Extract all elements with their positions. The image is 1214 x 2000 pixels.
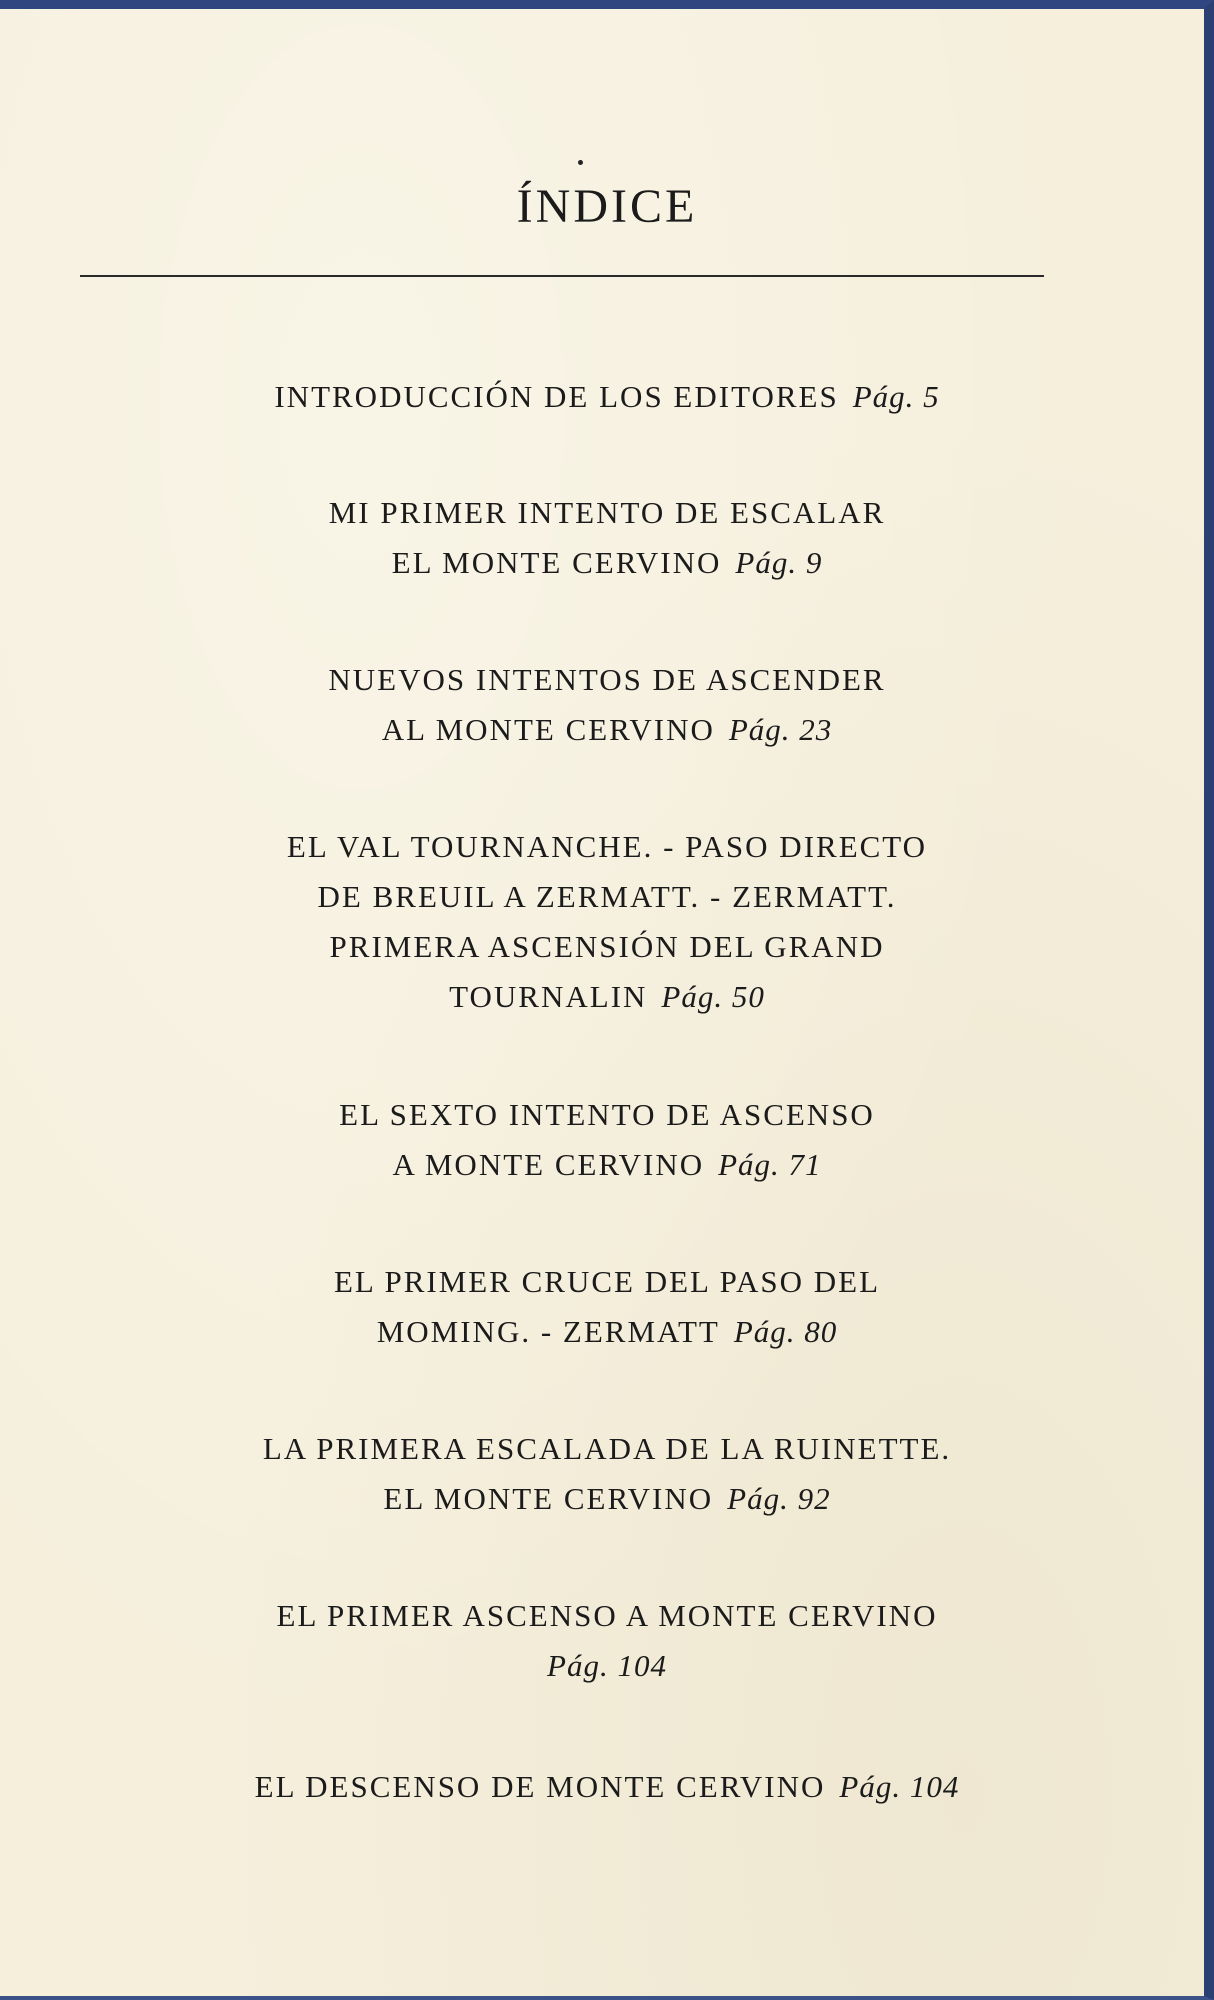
toc-entry-text: INTRODUCCIÓN DE LOS EDITORES	[274, 379, 839, 414]
toc-entry-ruinette	[40, 1424, 1174, 1524]
toc-entry-line: DE BREUIL A ZERMATT. - ZERMATT.	[317, 879, 897, 914]
toc-entry-line: MI PRIMER INTENTO DE ESCALAR	[328, 495, 886, 530]
toc-entry-line	[40, 972, 1174, 1022]
toc-entry-line	[40, 1140, 1174, 1190]
toc-page-ref: Pág. 9	[735, 545, 823, 580]
toc-entry-text: AL MONTE CERVINO	[381, 712, 715, 747]
toc-entry-line: EL PRIMER ASCENSO A MONTE CERVINO	[276, 1598, 938, 1633]
toc-entry-text: EL MONTE CERVINO	[391, 545, 722, 580]
toc-entry-text: A MONTE CERVINO	[392, 1147, 705, 1182]
toc-entry-text: TOURNALIN	[449, 979, 648, 1014]
toc-entry-primer-cruce	[40, 1257, 1174, 1357]
toc-entry-nuevos-intentos	[40, 655, 1174, 755]
toc-entry-line: EL SEXTO INTENTO DE ASCENSO	[339, 1097, 875, 1132]
toc-entry-line: EL VAL TOURNANCHE. - PASO DIRECTO	[286, 829, 928, 864]
title-divider	[80, 275, 1044, 277]
toc-page-ref: Pág. 50	[661, 979, 765, 1014]
toc-entry-line	[40, 538, 1174, 588]
toc-page-ref: Pág. 71	[718, 1147, 822, 1182]
toc-entry-line	[40, 372, 1174, 422]
toc-entry-line	[40, 1641, 1174, 1691]
toc-page-ref: Pág. 23	[728, 712, 833, 747]
toc-page-ref: Pág. 5	[852, 379, 940, 414]
toc-entry-text: MOMING. - ZERMATT	[376, 1314, 720, 1349]
toc-entry-text: EL MONTE CERVINO	[383, 1481, 714, 1516]
toc-entry-val-tournanche	[40, 822, 1174, 1022]
ink-speck	[578, 160, 583, 165]
toc-entry-line	[40, 1307, 1174, 1357]
toc-entry-sexto-intento	[40, 1090, 1174, 1190]
page-title: ÍNDICE	[516, 180, 698, 233]
toc-entry-line: EL PRIMER CRUCE DEL PASO DEL	[333, 1264, 881, 1299]
toc-entry-line: LA PRIMERA ESCALADA DE LA RUINETTE.	[262, 1431, 952, 1466]
toc-entry-line	[40, 1762, 1174, 1812]
toc-entry-line: NUEVOS INTENTOS DE ASCENDER	[328, 662, 886, 697]
toc-entry-line	[40, 705, 1174, 755]
toc-entry-text: EL DESCENSO DE MONTE CERVINO	[254, 1769, 826, 1804]
toc-page-ref: Pág. 92	[727, 1481, 831, 1516]
toc-entry-descenso	[40, 1762, 1174, 1812]
toc-entry-introduccion	[40, 372, 1174, 422]
toc-page-ref: Pág. 104	[547, 1648, 667, 1683]
toc-entry-primer-intento	[40, 488, 1174, 588]
toc-page-ref: Pág. 104	[839, 1769, 960, 1804]
toc-page-ref: Pág. 80	[733, 1314, 838, 1349]
toc-entry-line: PRIMERA ASCENSIÓN DEL GRAND	[329, 929, 885, 964]
toc-entry-line	[40, 1474, 1174, 1524]
toc-entry-primer-ascenso	[40, 1591, 1174, 1691]
